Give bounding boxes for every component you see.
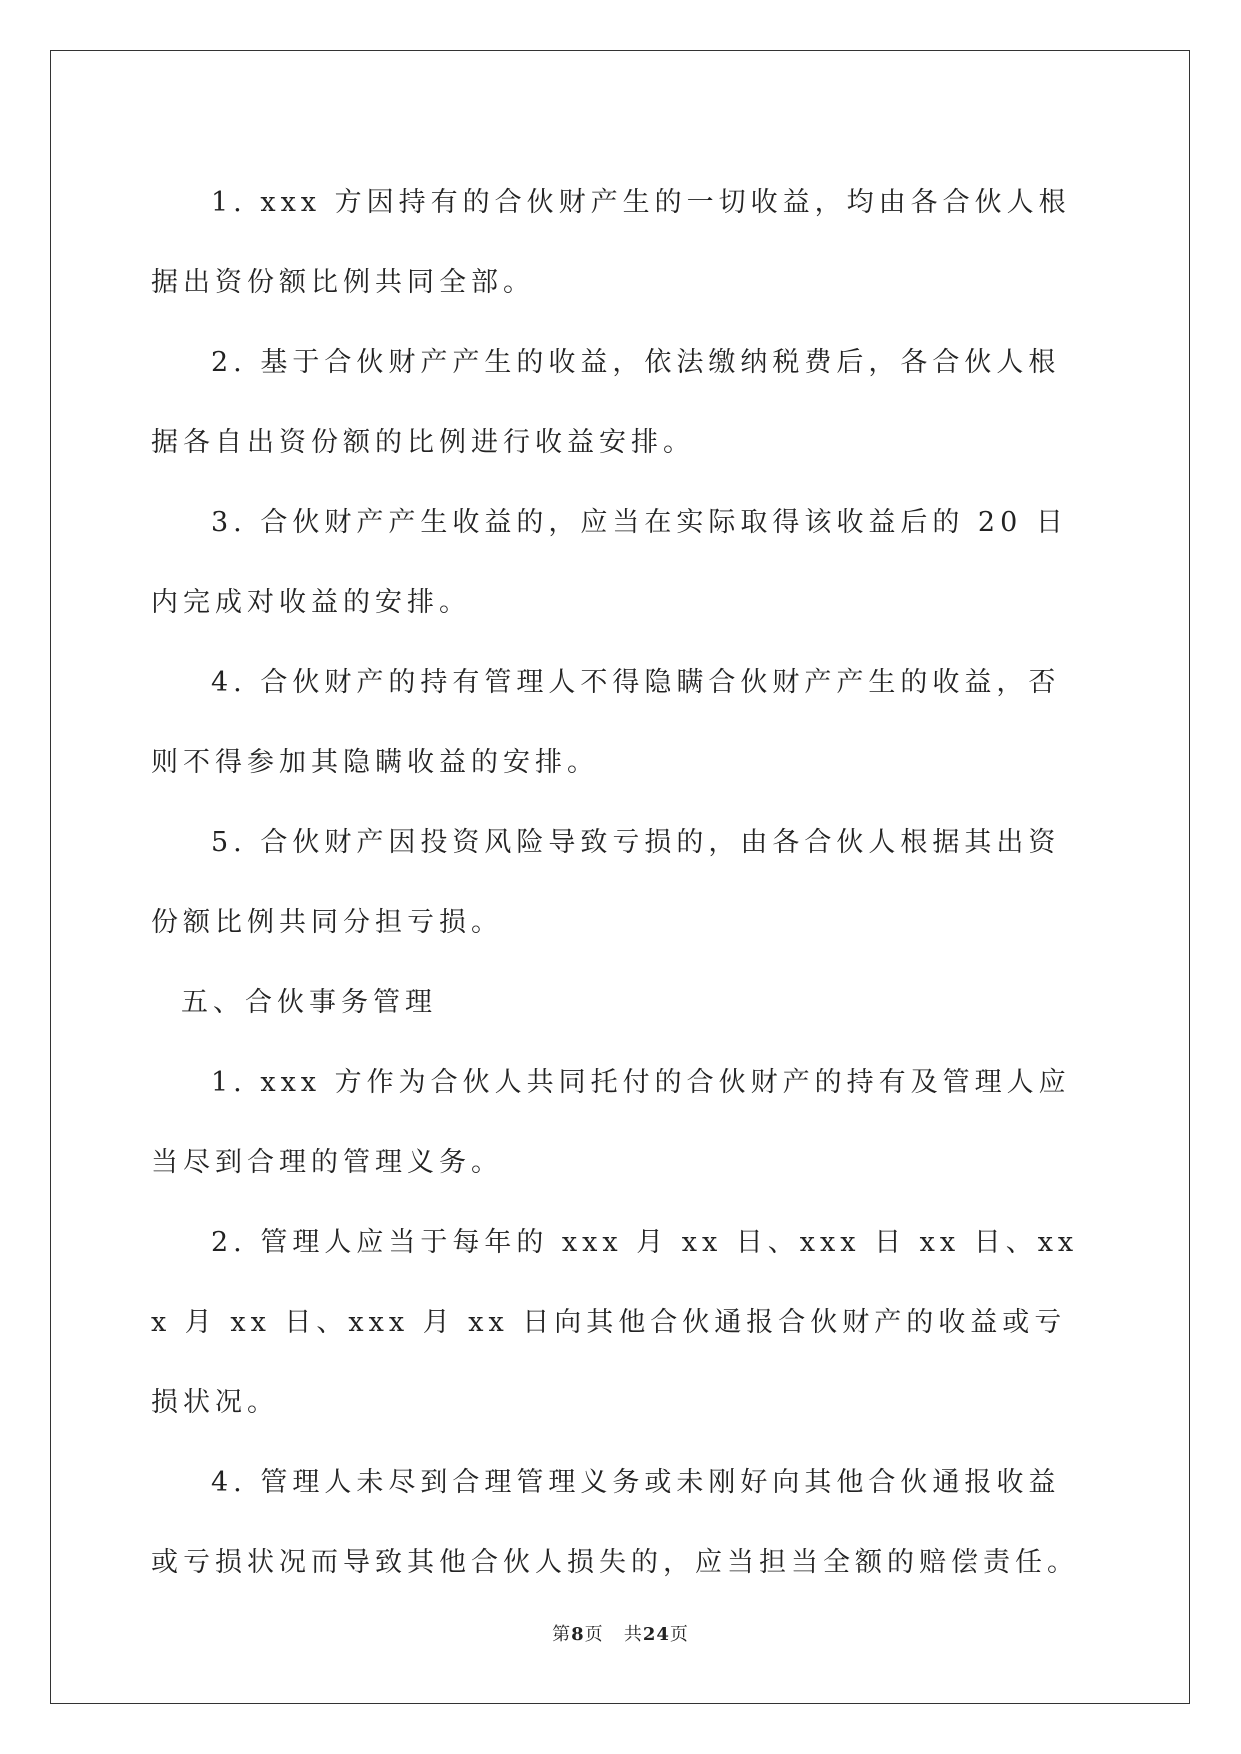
section-paragraph-2: 2. 管理人应当于每年的 xxx 月 xx 日、xxx 日 xx 日、xxx 月 xx 日、xxx 月 xx 日向其他合伙通报合伙财产的收益或亏损状况。 <box>151 1227 1079 1418</box>
section-paragraph-1: 1. xxx 方作为合伙人共同托付的合伙财产的持有及管理人应当尽到合理的管理义务。 <box>151 1067 1071 1178</box>
page-prefix: 第 <box>552 1624 572 1645</box>
total-suffix: 页 <box>669 1624 689 1645</box>
section-paragraph-3: 4. 管理人未尽到合理管理义务或未刚好向其他合伙通报收益或亏损状况而导致其他合伙人损失的，应当担当全额的赔偿责任。 <box>151 1467 1079 1578</box>
paragraph-5: 5. 合伙财产因投资风险导致亏损的，由各合伙人根据其出资份额比例共同分担亏损。 <box>151 827 1061 938</box>
section-heading: 五、合伙事务管理 <box>181 987 437 1018</box>
paragraph-2: 2. 基于合伙财产产生的收益，依法缴纳税费后，各合伙人根据各自出资份额的比例进行收益安排。 <box>151 347 1061 458</box>
total-pages: 24 <box>642 1624 670 1645</box>
total-prefix: 共 <box>623 1624 643 1645</box>
page-number: 8 <box>571 1624 585 1645</box>
paragraph-4: 4. 合伙财产的持有管理人不得隐瞒合伙财产产生的收益，否则不得参加其隐瞒收益的安排。 <box>151 667 1061 778</box>
paragraph-1: 1. xxx 方因持有的合伙财产生的一切收益，均由各合伙人根据出资份额比例共同全部。 <box>151 187 1071 298</box>
document-body <box>151 163 1091 1603</box>
page-footer <box>0 1620 1241 1646</box>
paragraph-3: 3. 合伙财产产生收益的，应当在实际取得该收益后的 20 日内完成对收益的安排。 <box>151 507 1068 618</box>
page-suffix: 页 <box>584 1624 604 1645</box>
